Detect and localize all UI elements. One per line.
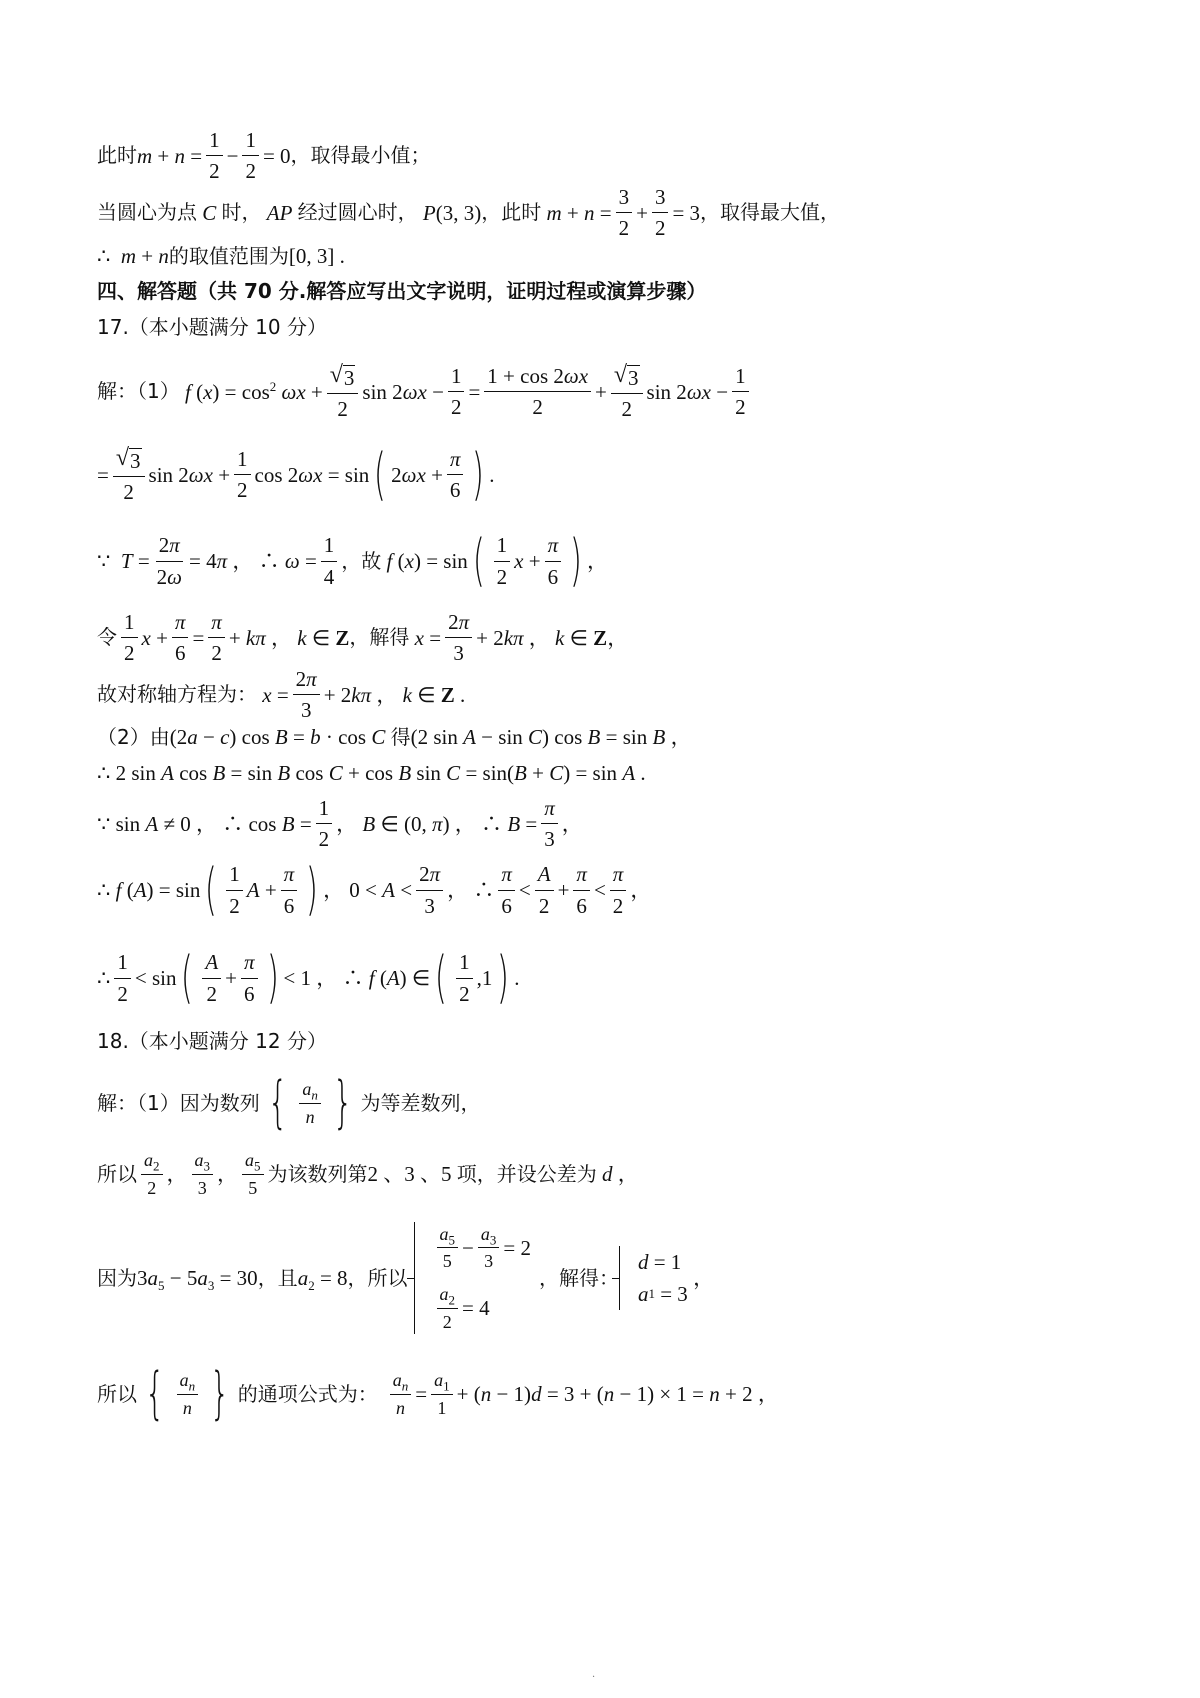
q17-heading: 17.（本小题满分 10 分） (97, 315, 327, 339)
q17-part2-given: （2）由 (2a − c) cos B = b · cos C 得 (2 sin A − sin C) cos B = sin B ， (97, 724, 692, 749)
solution-line-range: ∴ m + n 的取值范围为 [0, 3] . (97, 243, 345, 268)
q17-axis-equation: 故对称轴方程为： x = $\frac{2\pi}{3}$ + 2kπ ， k ∈ Z . (97, 667, 466, 723)
solution-line-max: 当圆心为点 C 时， AP 经过圆心时， P(3, 3) ，此时 m + n = $\frac{3}{2}$ + $\frac{3}{2}$ = 3 ，取得最大值， (97, 185, 841, 241)
q17-formula-2: = √ 3 2 sin 2ωx + $\frac{1}{2}$ cos 2ωx = sin ( 2ωx + $\frac{\pi}{6}$ ) . (97, 441, 495, 507)
q17-axis-derivation: 令 $\frac{1}{2}$ x + $\frac{\pi}{6}$ = $\frac{\pi}{2}$ + kπ ， k ∈ Z ，解得 x = $\frac{2\pi}{3}$ + 2kπ ， k ∈ Z， (97, 610, 629, 666)
q17-formula-1: 解：（1） f $(x) = \cos^2 \omega x$ + √ 3 2 sin 2ωx − $\frac{1}{2}$ = $\frac{1 + \cos 2\omega x}{2}$ + √ 3 2 sin 2ωx − $\frac{1}{2}$ (97, 362, 1117, 421)
section-heading: 四、解答题（共 70 分.解答应写出文字说明，证明过程或演算步骤） (97, 279, 707, 303)
q17-part2-result: ∴ $\frac{1}{2}$ < sin ( $\frac{A}{2}$ + $\frac{\pi}{6}$ ) < 1 ， ∴ f (A) ∈ ( $\frac{1}{2}$ ,1 ) . (97, 945, 520, 1010)
q17-part2-B: ∵ sin A ≠ 0 ， ∴ cos B = $\frac{1}{2}$ ， B ∈ (0, π) ， ∴ B = $\frac{\pi}{3}$ ， (97, 796, 583, 852)
q18-general-term: 所以 { $\frac{a_n}{n}$ } 的通项公式为： $\frac{a_n}{n}$ = $\frac{a_1}{1}$ + (n − 1)d = 3 + (n − 1) × 1 = n + 2 ， (97, 1361, 779, 1426)
q17-part2-sum: ∴ 2 sin A cos B = sin B cos C + cos B sin C = sin(B + C) = sin A . (97, 761, 646, 785)
footer-mark: · (592, 1672, 596, 1683)
q18-terms: 所以 $\frac{a_2}{2}$ ， $\frac{a_3}{3}$ ， $\frac{a_5}{5}$ 为该数列第 2 、3 、5 项，并设公差为 d ， (97, 1150, 639, 1198)
q18-heading: 18.（本小题满分 12 分） (97, 1029, 327, 1053)
q17-part2-fA: ∴ f (A) = sin ( $\frac{1}{2}$ A + $\frac{\pi}{6}$ ) ， 0 < A < $\frac{2\pi}{3}$ ， ∴ $\frac{\pi}{6}$ < $\frac{A}{2}$ + $\frac{\pi}{6}$ < $\frac{\pi}{2}$ ， (97, 857, 652, 922)
q18-premise: 解：（1）因为数列 { $\frac{a_n}{n}$ } 为等差数列， (97, 1070, 481, 1135)
q17-period: ∵ T = $\frac{2\pi}{2\omega}$ = 4π ， ∴ ω = $\frac{1}{4}$ ，故 f (x) = sin ( $\frac{1}{2}$ x + $\frac{\pi}{6}$ ) ， (97, 528, 608, 593)
q18-system: 因为 $3a_5 - 5a_3 = 30$ ，且 $a_2 = 8$ ，所以 $\frac{a_5}{5}$ − $\frac{a_3}{3}$ = 2 $\frac{a_2}{2}$ = 4 ，解得： d = 1 a 1 = 3 ， (97, 1222, 1117, 1334)
solution-line-min: 此时 m + n = $\frac{1}{2}$ − $\frac{1}{2}$ = 0 ，取得最小值； (97, 128, 431, 184)
